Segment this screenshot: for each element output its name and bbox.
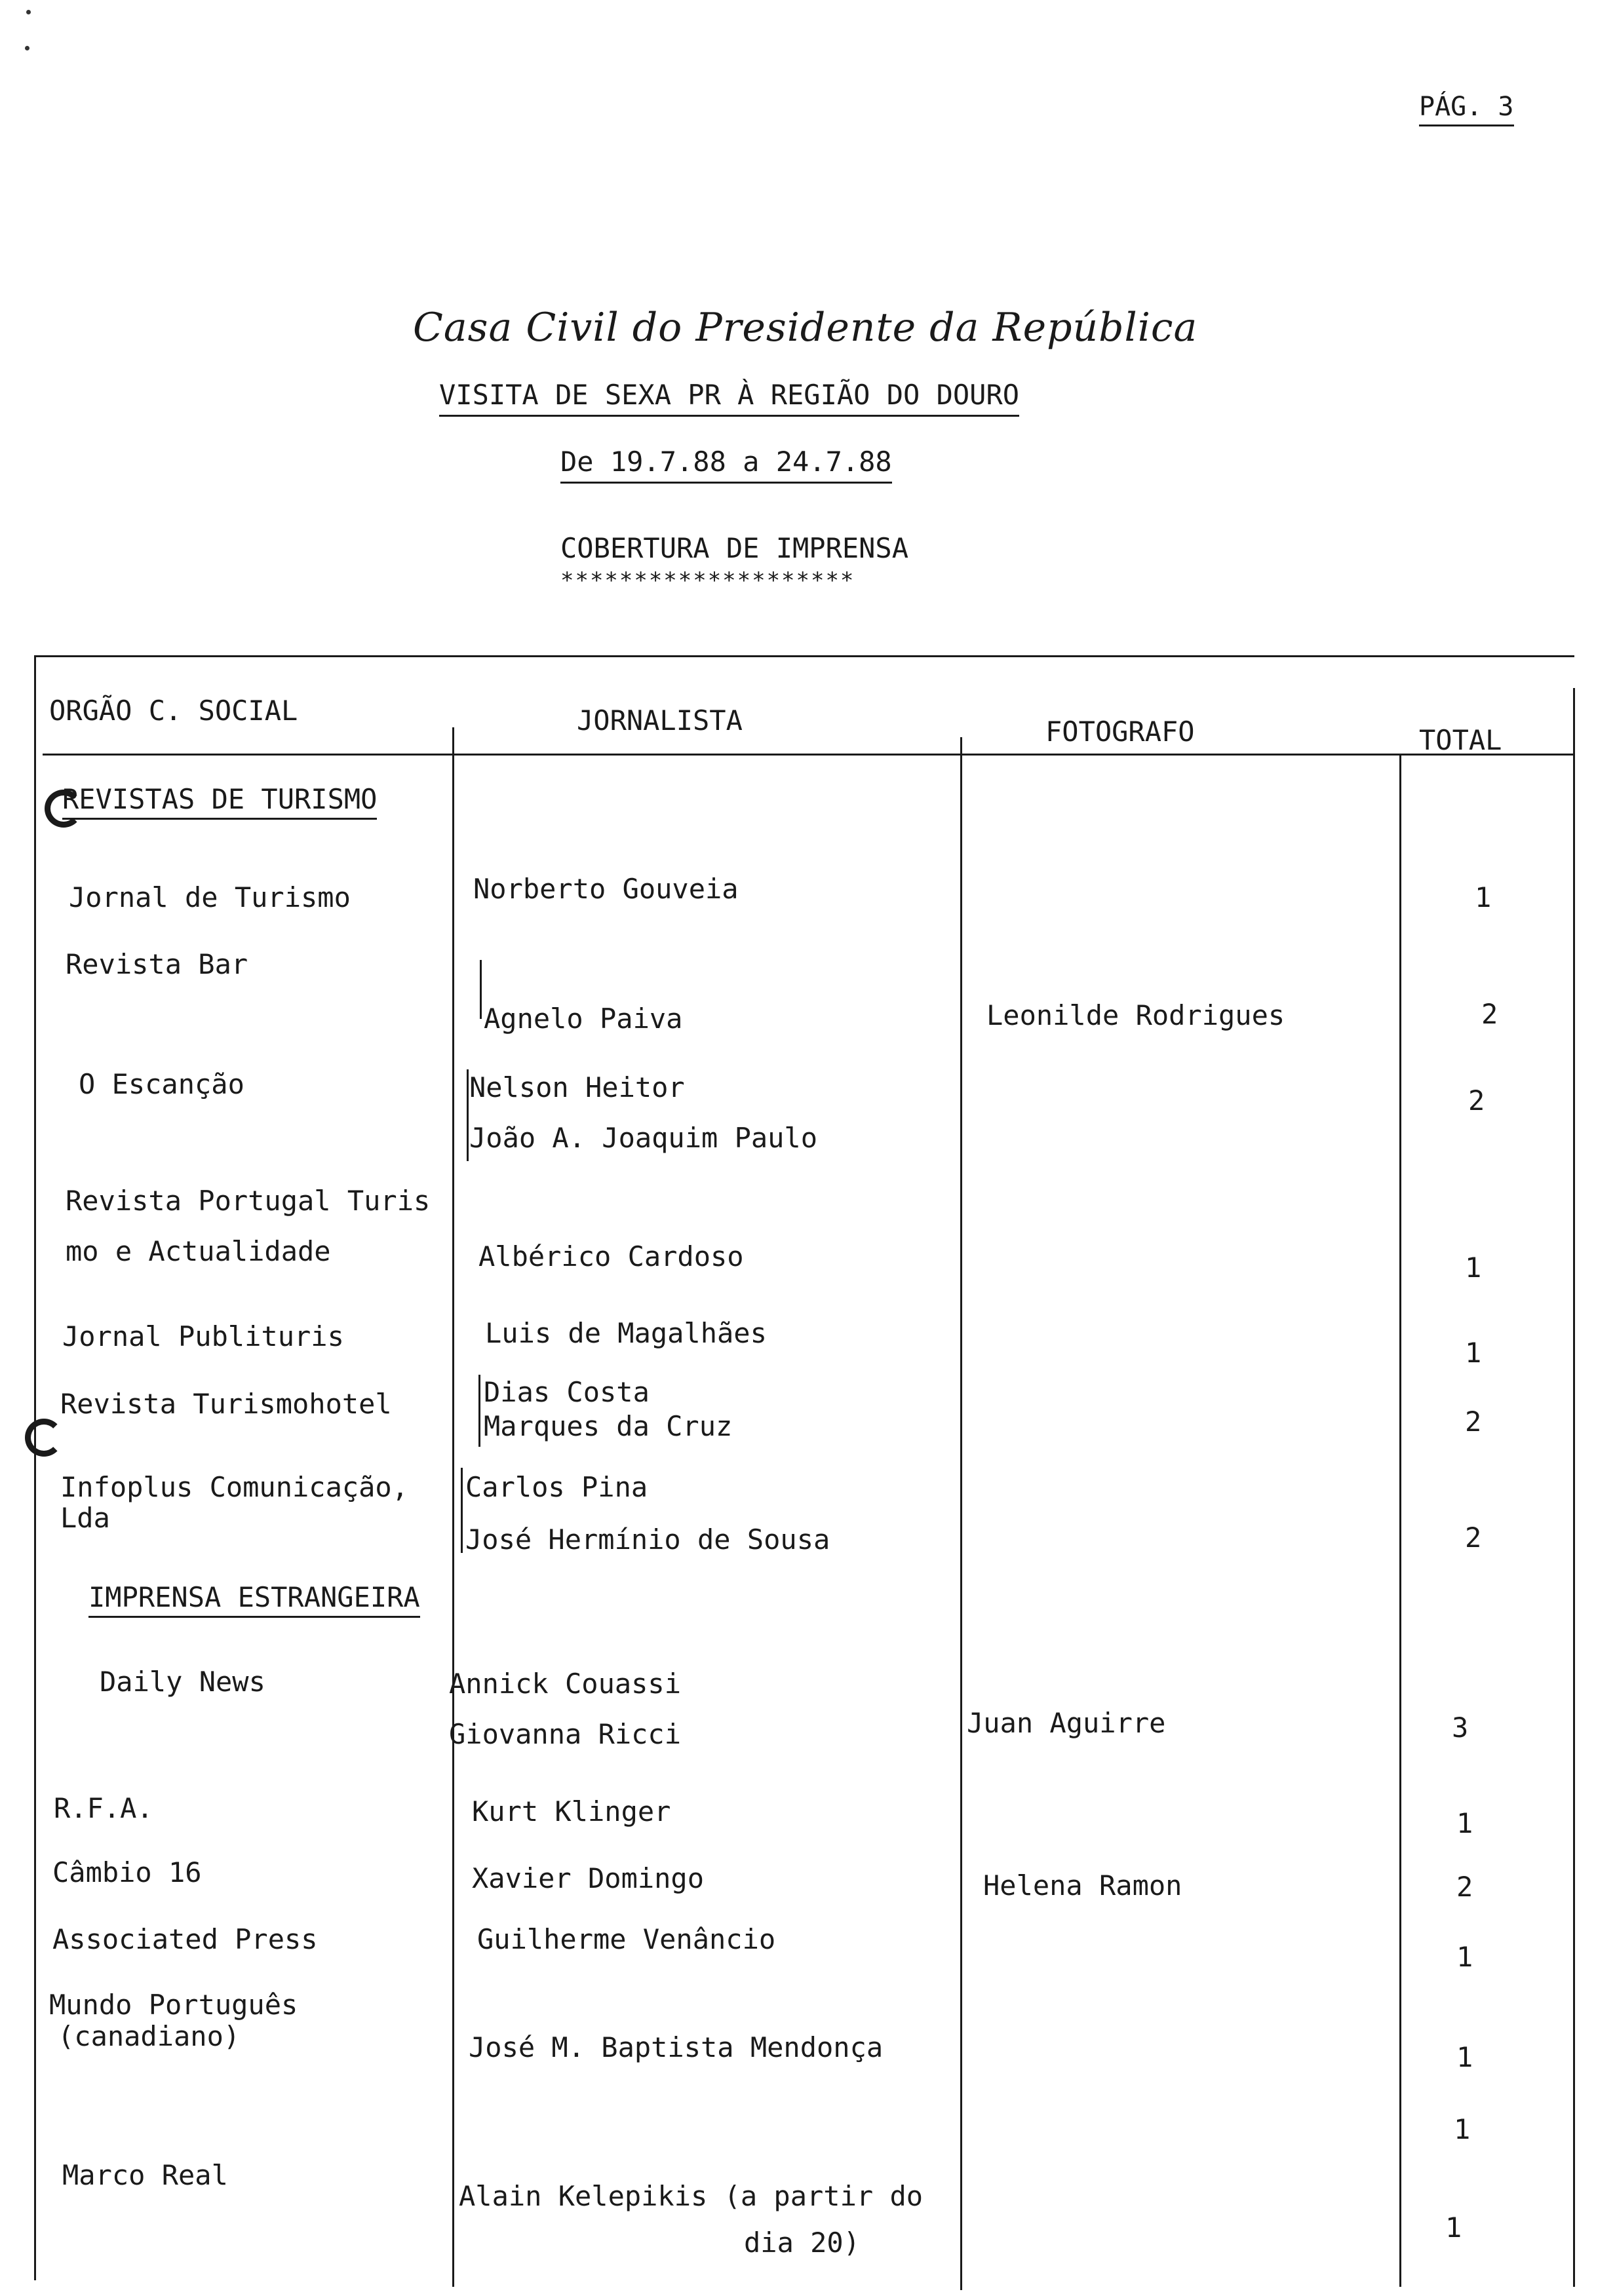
total-cell: 1 xyxy=(1475,881,1492,913)
section-title-imprensa: IMPRENSA ESTRANGEIRA xyxy=(88,1581,420,1618)
total-cell: 1 xyxy=(1445,2211,1462,2244)
letterhead: Casa Civil do Presidente da República xyxy=(413,305,1198,351)
visit-dates: De 19.7.88 a 24.7.88 xyxy=(560,446,892,484)
orgao-cell: Revista Portugal Turis xyxy=(66,1185,431,1217)
punch-hole-mark xyxy=(45,790,83,828)
jornalista-cell: Nelson Heitor xyxy=(469,1071,685,1103)
orgao-cell: Infoplus Comunicação, xyxy=(60,1471,409,1503)
bracket-mark xyxy=(467,1069,469,1161)
coverage-title: COBERTURA DE IMPRENSA xyxy=(560,532,909,564)
orgao-cell: Jornal de Turismo xyxy=(69,881,351,913)
jornalista-cell: Giovanna Ricci xyxy=(449,1718,682,1750)
col-header-orgao: ORGÃO C. SOCIAL xyxy=(49,695,298,727)
total-cell: 3 xyxy=(1452,1712,1469,1744)
total-cell: 1 xyxy=(1465,1337,1482,1369)
orgao-cell: R.F.A. xyxy=(54,1792,153,1824)
total-cell: 1 xyxy=(1454,2113,1471,2145)
jornalista-cell: Dias Costa xyxy=(484,1376,650,1408)
total-cell: 1 xyxy=(1456,1807,1473,1839)
jornalista-cell: José Hermínio de Sousa xyxy=(465,1523,830,1556)
col-header-fotografo: FOTOGRAFO xyxy=(1045,716,1195,748)
jornalista-cell: Marques da Cruz xyxy=(484,1410,733,1442)
table-right-border xyxy=(1573,688,1575,2287)
jornalista-cell: Luis de Magalhães xyxy=(485,1317,767,1349)
col-header-total: TOTAL xyxy=(1419,724,1502,756)
orgao-cell: Revista Bar xyxy=(66,948,248,980)
orgao-cell: Lda xyxy=(60,1502,110,1534)
orgao-cell: Associated Press xyxy=(52,1923,318,1955)
section-title-revistas: REVISTAS DE TURISMO xyxy=(62,783,377,820)
orgao-cell: Marco Real xyxy=(62,2159,228,2191)
fotografo-cell: Leonilde Rodrigues xyxy=(986,999,1285,1031)
jornalista-cell: Albérico Cardoso xyxy=(478,1240,744,1272)
jornalista-cell: Carlos Pina xyxy=(465,1471,648,1503)
punch-hole-mark xyxy=(25,1419,63,1457)
jornalista-cell: Kurt Klinger xyxy=(472,1795,671,1827)
bracket-mark xyxy=(461,1468,463,1553)
orgao-cell: Jornal Publituris xyxy=(62,1320,344,1352)
orgao-cell: Daily News xyxy=(100,1666,265,1698)
col-divider-3 xyxy=(1399,754,1401,2287)
jornalista-cell: Norberto Gouveia xyxy=(473,873,739,905)
jornalista-cell: Guilherme Venâncio xyxy=(477,1923,776,1955)
orgao-cell: mo e Actualidade xyxy=(66,1235,331,1267)
jornalista-cell: Agnelo Paiva xyxy=(484,1003,683,1035)
jornalista-cell: Alain Kelepikis (a partir do xyxy=(459,2180,924,2212)
scan-speck xyxy=(26,10,31,14)
total-cell: 2 xyxy=(1468,1084,1485,1117)
orgao-cell: Mundo Português xyxy=(49,1989,298,2021)
total-cell: 2 xyxy=(1465,1521,1482,1554)
table-top-border xyxy=(34,655,1574,657)
jornalista-cell: José M. Baptista Mendonça xyxy=(469,2031,884,2063)
jornalista-cell: João A. Joaquim Paulo xyxy=(469,1122,818,1154)
orgao-cell: Revista Turismohotel xyxy=(60,1388,392,1420)
bracket-mark xyxy=(478,1375,480,1447)
total-cell: 2 xyxy=(1481,998,1498,1030)
total-cell: 1 xyxy=(1456,2041,1473,2073)
orgao-cell: O Escanção xyxy=(79,1068,244,1100)
jornalista-cell: Annick Couassi xyxy=(449,1668,682,1700)
col-divider-2 xyxy=(960,737,962,2290)
total-cell: 1 xyxy=(1456,1941,1473,1973)
jornalista-cell: dia 20) xyxy=(744,2227,861,2259)
visit-title: VISITA DE SEXA PR À REGIÃO DO DOURO xyxy=(439,379,1019,417)
total-cell: 2 xyxy=(1465,1406,1482,1438)
page-number: PÁG. 3 xyxy=(1419,92,1514,126)
total-cell: 2 xyxy=(1456,1871,1473,1903)
header-divider xyxy=(43,754,1573,756)
scan-speck xyxy=(25,46,29,50)
jornalista-cell: Xavier Domingo xyxy=(472,1862,705,1894)
col-header-jornalista: JORNALISTA xyxy=(577,704,743,737)
col-divider-1 xyxy=(452,727,454,2287)
table-left-border xyxy=(34,655,36,2280)
orgao-cell: Câmbio 16 xyxy=(52,1856,202,1888)
total-cell: 1 xyxy=(1465,1252,1482,1284)
fotografo-cell: Helena Ramon xyxy=(983,1869,1182,1902)
bracket-mark xyxy=(480,960,482,1019)
orgao-cell: (canadiano) xyxy=(58,2020,241,2052)
fotografo-cell: Juan Aguirre xyxy=(967,1707,1166,1739)
stars-divider: ******************** xyxy=(560,567,855,594)
